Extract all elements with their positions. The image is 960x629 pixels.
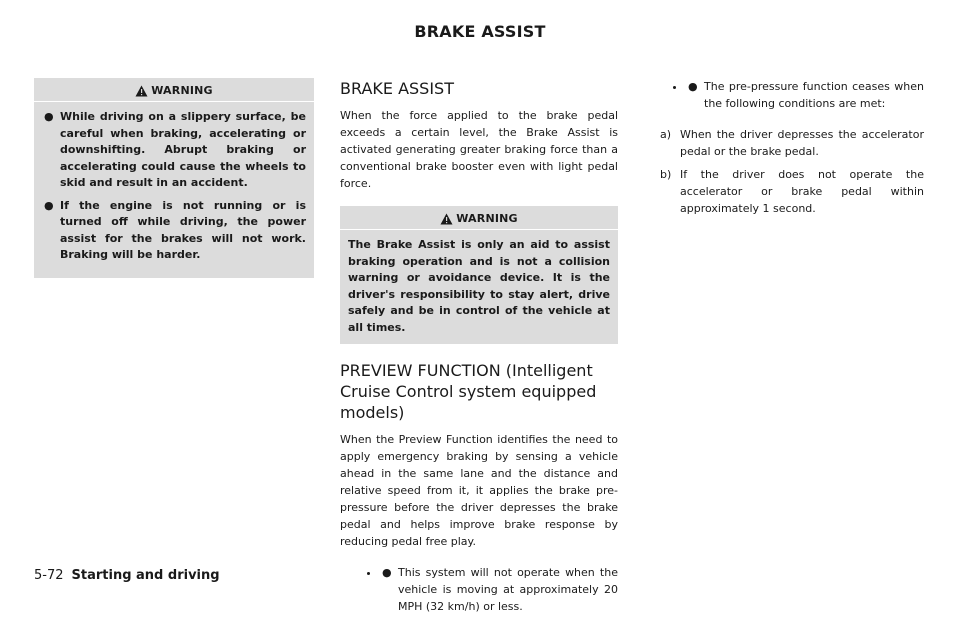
sub-item-label: a) <box>660 128 672 141</box>
section-heading-preview-function: PREVIEW FUNCTION (Intelligent Cruise Control system equipped models) <box>340 361 597 422</box>
bullet-dot-icon: ● <box>44 110 54 123</box>
warning-text: The Brake Assist is only an aid to assist braking operation and is not a collision warning or avoidance device. It is the driver's responsibility to stay alert, drive safely and be in control of the vehicle at all times. <box>348 238 610 334</box>
list-item <box>686 78 924 112</box>
bullet-dot-icon: ● <box>44 198 54 212</box>
warning-bullet-text: If the engine is not running or is turned off while driving, the power assist for the brakes will not work. Braking will be harder. <box>60 198 306 261</box>
warning-title-text: WARNING <box>151 84 213 97</box>
bullet-list <box>340 564 618 615</box>
bullet-text: This system will not operate when the vehicle is moving at approximately 20 MPH (32 km/h) or less. <box>398 566 618 613</box>
page-number: 5-72 <box>34 568 64 583</box>
list-item <box>380 564 618 615</box>
warning-triangle-icon <box>135 85 148 97</box>
sub-item-text: If the driver does not operate the accelerator or brake pedal within approximately 1 second. <box>680 168 924 215</box>
list-item <box>42 109 306 192</box>
body-paragraph: When the force applied to the brake pedal exceeds a certain level, the Brake Assist is activated generating greater braking force than a conventional brake booster even with light pedal force. <box>340 109 618 190</box>
sub-item <box>646 126 924 160</box>
warning-box-brake-assist <box>340 206 618 344</box>
sub-item-label: b) <box>660 168 672 181</box>
bullet-dot-icon: • ● <box>382 566 392 579</box>
warning-title-text: WARNING <box>456 212 518 225</box>
bullet-dot-icon: • ● <box>688 80 698 93</box>
warning-triangle-icon <box>440 213 453 225</box>
page-footer <box>34 568 220 583</box>
warning-bullet-text: While driving on a slippery surface, be careful when braking, accelerating or downshifting. Abrupt braking or accelerating could cause the wheels to skid and result in an accident. <box>60 110 306 189</box>
list-item <box>42 198 306 264</box>
warning-title <box>348 212 610 225</box>
section-name: Starting and driving <box>71 568 220 583</box>
sub-item <box>646 166 924 217</box>
sub-item-text: When the driver depresses the accelerator pedal or the brake pedal. <box>680 128 924 158</box>
body-paragraph: When the Preview Function identifies the need to apply emergency braking by sensing a vehicle ahead in the same lane and the distance and relative speed from it, it applies the brake pre-pressure before the driver depresses the brake pedal and helps improve brake response by reducing pedal free play. <box>340 433 618 548</box>
bullet-list <box>646 78 924 112</box>
section-heading-brake-assist: BRAKE ASSIST <box>340 79 454 98</box>
column-left <box>34 78 314 294</box>
warning-bullets <box>42 109 306 264</box>
warning-box-driving <box>34 78 314 278</box>
column-middle <box>340 78 618 629</box>
bullet-text: The pre-pressure function ceases when the following conditions are met: <box>704 80 924 110</box>
column-right <box>646 78 924 223</box>
page-header: BRAKE ASSIST <box>414 22 546 41</box>
warning-title <box>42 84 306 97</box>
